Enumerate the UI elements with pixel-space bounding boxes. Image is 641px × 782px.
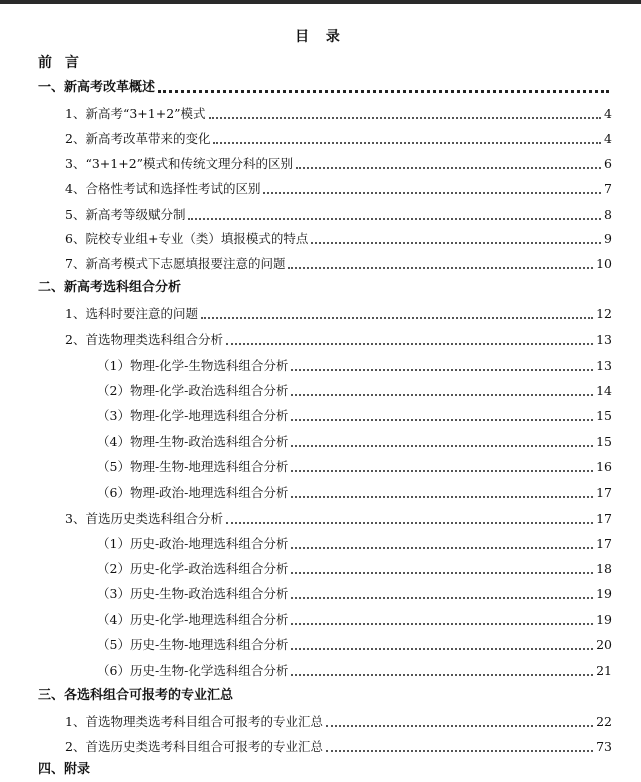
toc-page-number: 12: [596, 306, 612, 321]
toc-item-label: 1、首选物理类选考科目组合可报考的专业汇总: [65, 714, 323, 729]
toc-section-label: 一、新高考改革概述: [38, 80, 156, 95]
dot-leader: [326, 725, 593, 727]
toc-item[interactable]: [65, 252, 612, 272]
toc-item[interactable]: [65, 328, 612, 348]
toc-item-label: （6）历史-生物-化学选科组合分析: [97, 663, 289, 678]
toc-item-label: （2）历史-化学-政治选科组合分析: [97, 561, 289, 576]
toc-item[interactable]: [65, 152, 612, 172]
dot-leader: [296, 167, 601, 169]
toc-subitem[interactable]: [97, 532, 612, 552]
toc-page-number: 4: [604, 106, 612, 121]
toc-item-label: （6）物理-政治-地理选科组合分析: [97, 485, 289, 500]
toc-page-number: 21: [596, 663, 612, 678]
dot-leader: [291, 674, 593, 676]
toc-item-label: 6、院校专业组+专业（类）填报模式的特点: [65, 231, 309, 246]
toc-subitem[interactable]: [97, 659, 612, 679]
toc-title: 目 录: [295, 29, 346, 45]
toc-item-label: 4、合格性考试和选择性考试的区别: [65, 181, 261, 196]
toc-item[interactable]: [65, 177, 612, 197]
dot-leader: [188, 218, 601, 220]
toc-page-number: 15: [596, 434, 612, 449]
toc-item[interactable]: [65, 127, 612, 147]
toc-subitem[interactable]: [97, 379, 612, 399]
toc-item-label: 3、首选历史类选科组合分析: [65, 511, 223, 526]
dot-leader: [326, 750, 593, 752]
dot-leader: [291, 470, 593, 472]
toc-item-label: 2、首选物理类选科组合分析: [65, 332, 223, 347]
toc-page-number: 20: [596, 637, 612, 652]
toc-page-number: 6: [604, 156, 612, 171]
toc-page-number: 9: [604, 231, 612, 246]
toc-item[interactable]: [65, 203, 612, 223]
dot-leader: [288, 267, 593, 269]
dot-leader: [226, 343, 593, 345]
toc-item-label: （5）物理-生物-地理选科组合分析: [97, 459, 289, 474]
dot-leader: [291, 623, 593, 625]
toc-item-label: （4）物理-生物-政治选科组合分析: [97, 434, 289, 449]
dot-leader: [158, 90, 609, 93]
toc-item-label: 1、新高考“3+1+2”模式: [65, 106, 206, 121]
toc-page-number: 16: [596, 459, 612, 474]
toc-item-label: （3）物理-化学-地理选科组合分析: [97, 408, 289, 423]
toc-section-2[interactable]: 二、新高考选科组合分析: [38, 280, 182, 295]
toc-page-number: 8: [604, 207, 612, 222]
toc-item-label: （5）历史-生物-地理选科组合分析: [97, 637, 289, 652]
dot-leader: [201, 317, 593, 319]
toc-page-number: 15: [596, 408, 612, 423]
toc-page-number: 19: [596, 612, 612, 627]
toc-item-label: 7、新高考模式下志愿填报要注意的问题: [65, 256, 286, 271]
toc-page-number: 13: [596, 358, 612, 373]
dot-leader: [291, 547, 593, 549]
toc-subitem[interactable]: [97, 633, 612, 653]
toc-subitem[interactable]: [97, 582, 612, 602]
toc-section-4[interactable]: 四、附录: [38, 762, 91, 777]
dot-leader: [291, 445, 593, 447]
toc-subitem[interactable]: [97, 608, 612, 628]
toc-subitem[interactable]: [97, 481, 612, 501]
toc-subitem[interactable]: [97, 404, 612, 424]
toc-subitem[interactable]: [97, 557, 612, 577]
toc-page-number: 4: [604, 131, 612, 146]
toc-subitem[interactable]: [97, 354, 612, 374]
toc-item[interactable]: [65, 710, 612, 730]
toc-item-label: 5、新高考等级赋分制: [65, 207, 186, 222]
dot-leader: [291, 369, 593, 371]
toc-item[interactable]: [65, 735, 612, 755]
toc-section-1[interactable]: [38, 76, 612, 96]
toc-page-number: 17: [596, 511, 612, 526]
dot-leader: [263, 192, 601, 194]
dot-leader: [209, 117, 602, 119]
toc-page-number: 10: [596, 256, 612, 271]
toc-subitem[interactable]: [97, 455, 612, 475]
toc-item-label: 3、“3+1+2”模式和传统文理分科的区别: [65, 156, 294, 171]
toc-item-label: 1、选科时要注意的问题: [65, 306, 198, 321]
dot-leader: [291, 419, 593, 421]
dot-leader: [311, 242, 601, 244]
dot-leader: [291, 648, 593, 650]
toc-item-label: （4）历史-化学-地理选科组合分析: [97, 612, 289, 627]
toc-page-number: 14: [596, 383, 612, 398]
toc-item-label: 2、新高考改革带来的变化: [65, 131, 211, 146]
toc-page-number: 73: [596, 739, 612, 754]
toc-item[interactable]: [65, 507, 612, 527]
toc-page-number: 17: [596, 485, 612, 500]
dot-leader: [213, 142, 601, 144]
toc-item-label: （3）历史-生物-政治选科组合分析: [97, 586, 289, 601]
toc-item-label: （2）物理-化学-政治选科组合分析: [97, 383, 289, 398]
toc-page-number: 18: [596, 561, 612, 576]
toc-item[interactable]: [65, 102, 612, 122]
page-top-border: [0, 0, 641, 4]
toc-item-label: （1）物理-化学-生物选科组合分析: [97, 358, 289, 373]
toc-item-label: （1）历史-政治-地理选科组合分析: [97, 536, 289, 551]
toc-preface: 前 言: [38, 55, 83, 71]
dot-leader: [291, 597, 593, 599]
toc-page-number: 7: [604, 181, 612, 196]
toc-page-number: 17: [596, 536, 612, 551]
dot-leader: [291, 394, 593, 396]
toc-page-number: 13: [596, 332, 612, 347]
toc-item-label: 2、首选历史类选考科目组合可报考的专业汇总: [65, 739, 323, 754]
dot-leader: [291, 496, 593, 498]
toc-item[interactable]: [65, 302, 612, 322]
toc-page-number: 19: [596, 586, 612, 601]
toc-page-number: 22: [596, 714, 612, 729]
dot-leader: [291, 572, 593, 574]
toc-subitem[interactable]: [97, 430, 612, 450]
toc-section-3[interactable]: 三、各选科组合可报考的专业汇总: [38, 688, 234, 703]
dot-leader: [226, 522, 593, 524]
toc-item[interactable]: [65, 227, 612, 247]
